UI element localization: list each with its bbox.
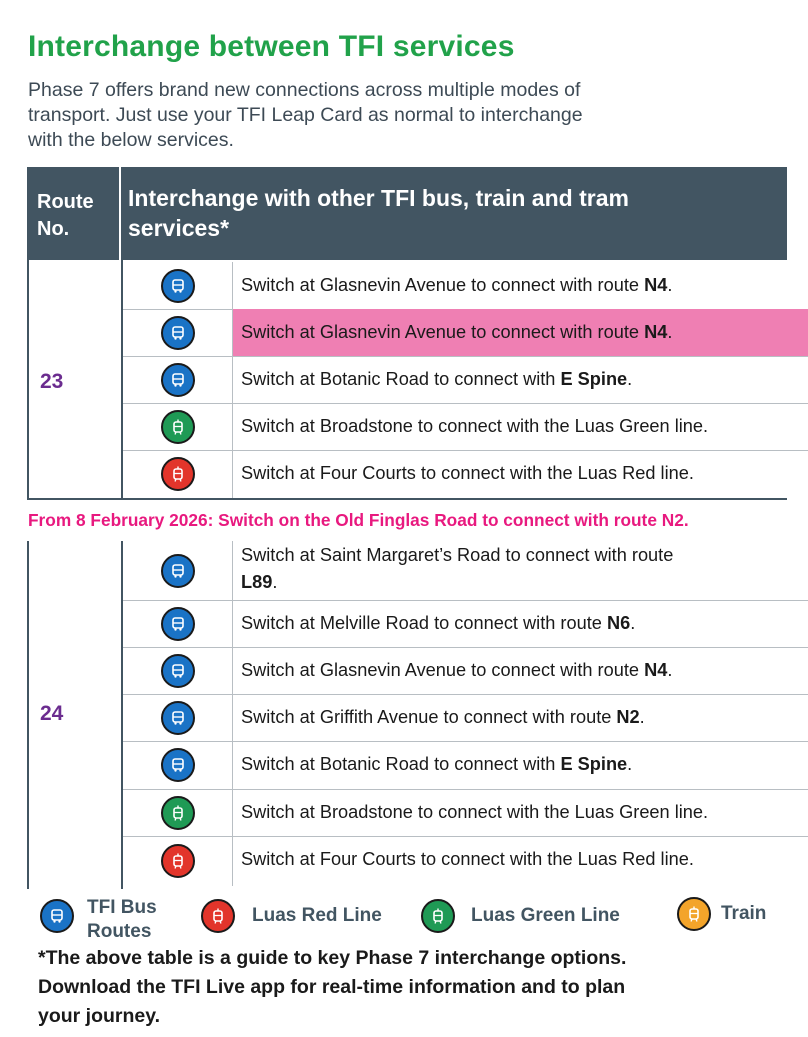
interchange-text-end: . <box>667 660 673 680</box>
bus-icon <box>161 701 195 735</box>
interchange-text-main: Switch at Broadstone to connect with the Luas Green line. <box>241 416 709 436</box>
footnote-line: your journey. <box>38 1005 161 1027</box>
table-row <box>123 694 808 742</box>
icon-cell <box>123 600 233 647</box>
bus-icon <box>161 316 195 350</box>
luas-red-icon <box>161 844 195 878</box>
icon-cell <box>123 789 233 836</box>
bus-icon <box>161 363 195 397</box>
table-row <box>123 450 808 498</box>
icon-cell <box>123 450 233 498</box>
interchange-text <box>241 413 808 440</box>
icon-cell <box>123 541 233 600</box>
legend-luas-red <box>201 897 411 937</box>
icon-cell <box>123 694 233 741</box>
interchange-text <box>241 460 808 487</box>
interchange-text-end: . <box>272 572 278 592</box>
legend-bus-label <box>87 896 157 944</box>
legend-bus-label-line: TFI Bus <box>87 897 157 918</box>
interchange-text <box>241 366 808 393</box>
table-row <box>123 541 808 601</box>
icon-cell <box>123 356 233 403</box>
bus-icon <box>161 554 195 588</box>
interchange-text-main: Switch at Glasnevin Avenue to connect with route <box>241 660 645 680</box>
interchange-text-end: . <box>630 613 636 633</box>
intro-line: Phase 7 offers brand new connections across multiple modes of <box>28 79 581 101</box>
luas-red-icon <box>161 457 195 491</box>
route-code: N4 <box>644 660 668 680</box>
header-divider <box>119 167 121 260</box>
icon-cell <box>123 309 233 356</box>
icon-cell <box>123 262 233 309</box>
interchange-text <box>241 751 808 778</box>
route-code: E Spine <box>560 369 628 389</box>
intro-text <box>28 78 708 153</box>
interchange-text-end: . <box>667 322 673 342</box>
interchange-header-line: services* <box>128 215 230 241</box>
route-code: E Spine <box>560 754 628 774</box>
interchange-text-main: Switch at Saint Margaret’s Road to connect with route <box>241 545 674 565</box>
interchange-text <box>241 319 808 346</box>
legend-train-label: Train <box>721 903 767 924</box>
route-code: N4 <box>644 322 668 342</box>
interchange-text-main: Switch at Four Courts to connect with the Luas Red line. <box>241 463 694 483</box>
route-number-cell <box>29 260 123 498</box>
route-code: N4 <box>644 275 668 295</box>
legend-bus <box>40 897 190 942</box>
legend-train <box>677 897 787 937</box>
icon-cell <box>123 836 233 886</box>
interchange-header-line: Interchange with other TFI bus, train and tram <box>128 185 629 211</box>
interchange-text-end: . <box>627 369 633 389</box>
luas-green-icon <box>161 410 195 444</box>
notice-text: From 8 February 2026: Switch on the Old Finglas Road to connect with route N2. <box>28 510 689 530</box>
interchange-text-main: Switch at Griffith Avenue to connect with route <box>241 707 617 727</box>
bus-icon <box>161 748 195 782</box>
icon-cell <box>123 647 233 694</box>
footnote <box>38 944 778 1031</box>
table-row <box>123 836 808 886</box>
route-code: L89 <box>241 572 273 592</box>
table-row <box>123 647 808 695</box>
train-icon <box>677 897 711 931</box>
interchange-text-main: Switch at Glasnevin Avenue to connect with route <box>241 322 645 342</box>
interchange-header <box>128 183 768 243</box>
interchange-text-main: Switch at Four Courts to connect with the Luas Red line. <box>241 849 694 869</box>
route-24-table <box>27 541 787 889</box>
legend-bus-label-line: Routes <box>87 921 152 942</box>
icon-cell <box>123 741 233 789</box>
interchange-text <box>241 542 808 596</box>
interchange-text-end: . <box>639 707 645 727</box>
page-title: Interchange between TFI services <box>28 30 515 63</box>
interchange-text <box>241 704 808 731</box>
interchange-text <box>241 657 808 684</box>
route-number: 24 <box>40 702 64 725</box>
interchange-text <box>241 610 808 637</box>
interchange-text-main: Switch at Broadstone to connect with the Luas Green line. <box>241 802 709 822</box>
table-row <box>123 600 808 648</box>
table-row <box>123 356 808 404</box>
table-row <box>123 262 808 310</box>
interchange-text-main: Switch at Botanic Road to connect with <box>241 369 561 389</box>
bus-icon <box>40 899 74 933</box>
interchange-text-main: Switch at Botanic Road to connect with <box>241 754 561 774</box>
bus-icon <box>161 607 195 641</box>
route-code: N2 <box>616 707 640 727</box>
legend-green-label: Luas Green Line <box>471 905 620 926</box>
luas-red-icon <box>201 899 235 933</box>
route-no-header-line: Route <box>37 191 94 213</box>
intro-line: transport. Just use your TFI Leap Card as normal to interchange <box>28 104 583 126</box>
interchange-text <box>241 846 808 873</box>
luas-green-icon <box>161 796 195 830</box>
footnote-line: Download the TFI Live app for real-time information and to plan <box>38 976 626 998</box>
interchange-text-main: Switch at Glasnevin Avenue to connect with route <box>241 275 645 295</box>
interchange-text <box>241 272 808 299</box>
route-no-header-line: No. <box>37 218 70 240</box>
footnote-line: *The above table is a guide to key Phase 7 interchange options. <box>38 947 627 969</box>
icon-cell <box>123 403 233 450</box>
legend-luas-green <box>421 897 651 937</box>
bus-icon <box>161 269 195 303</box>
legend-red-label: Luas Red Line <box>252 905 382 926</box>
intro-line: with the below services. <box>28 129 234 151</box>
route-number: 23 <box>40 370 64 393</box>
luas-green-icon <box>421 899 455 933</box>
table-row <box>123 741 808 790</box>
route-number-cell <box>29 541 123 889</box>
table-row <box>123 403 808 451</box>
interchange-text-main: Switch at Melville Road to connect with route <box>241 613 607 633</box>
bus-icon <box>161 654 195 688</box>
table-row <box>123 309 808 357</box>
route-23-table <box>27 260 787 500</box>
table-header <box>27 167 787 260</box>
interchange-text-end: . <box>627 754 633 774</box>
table-row <box>123 789 808 837</box>
interchange-text <box>241 799 808 826</box>
route-code: N6 <box>606 613 631 633</box>
interchange-text-end: . <box>667 275 673 295</box>
route-no-header <box>37 189 94 243</box>
